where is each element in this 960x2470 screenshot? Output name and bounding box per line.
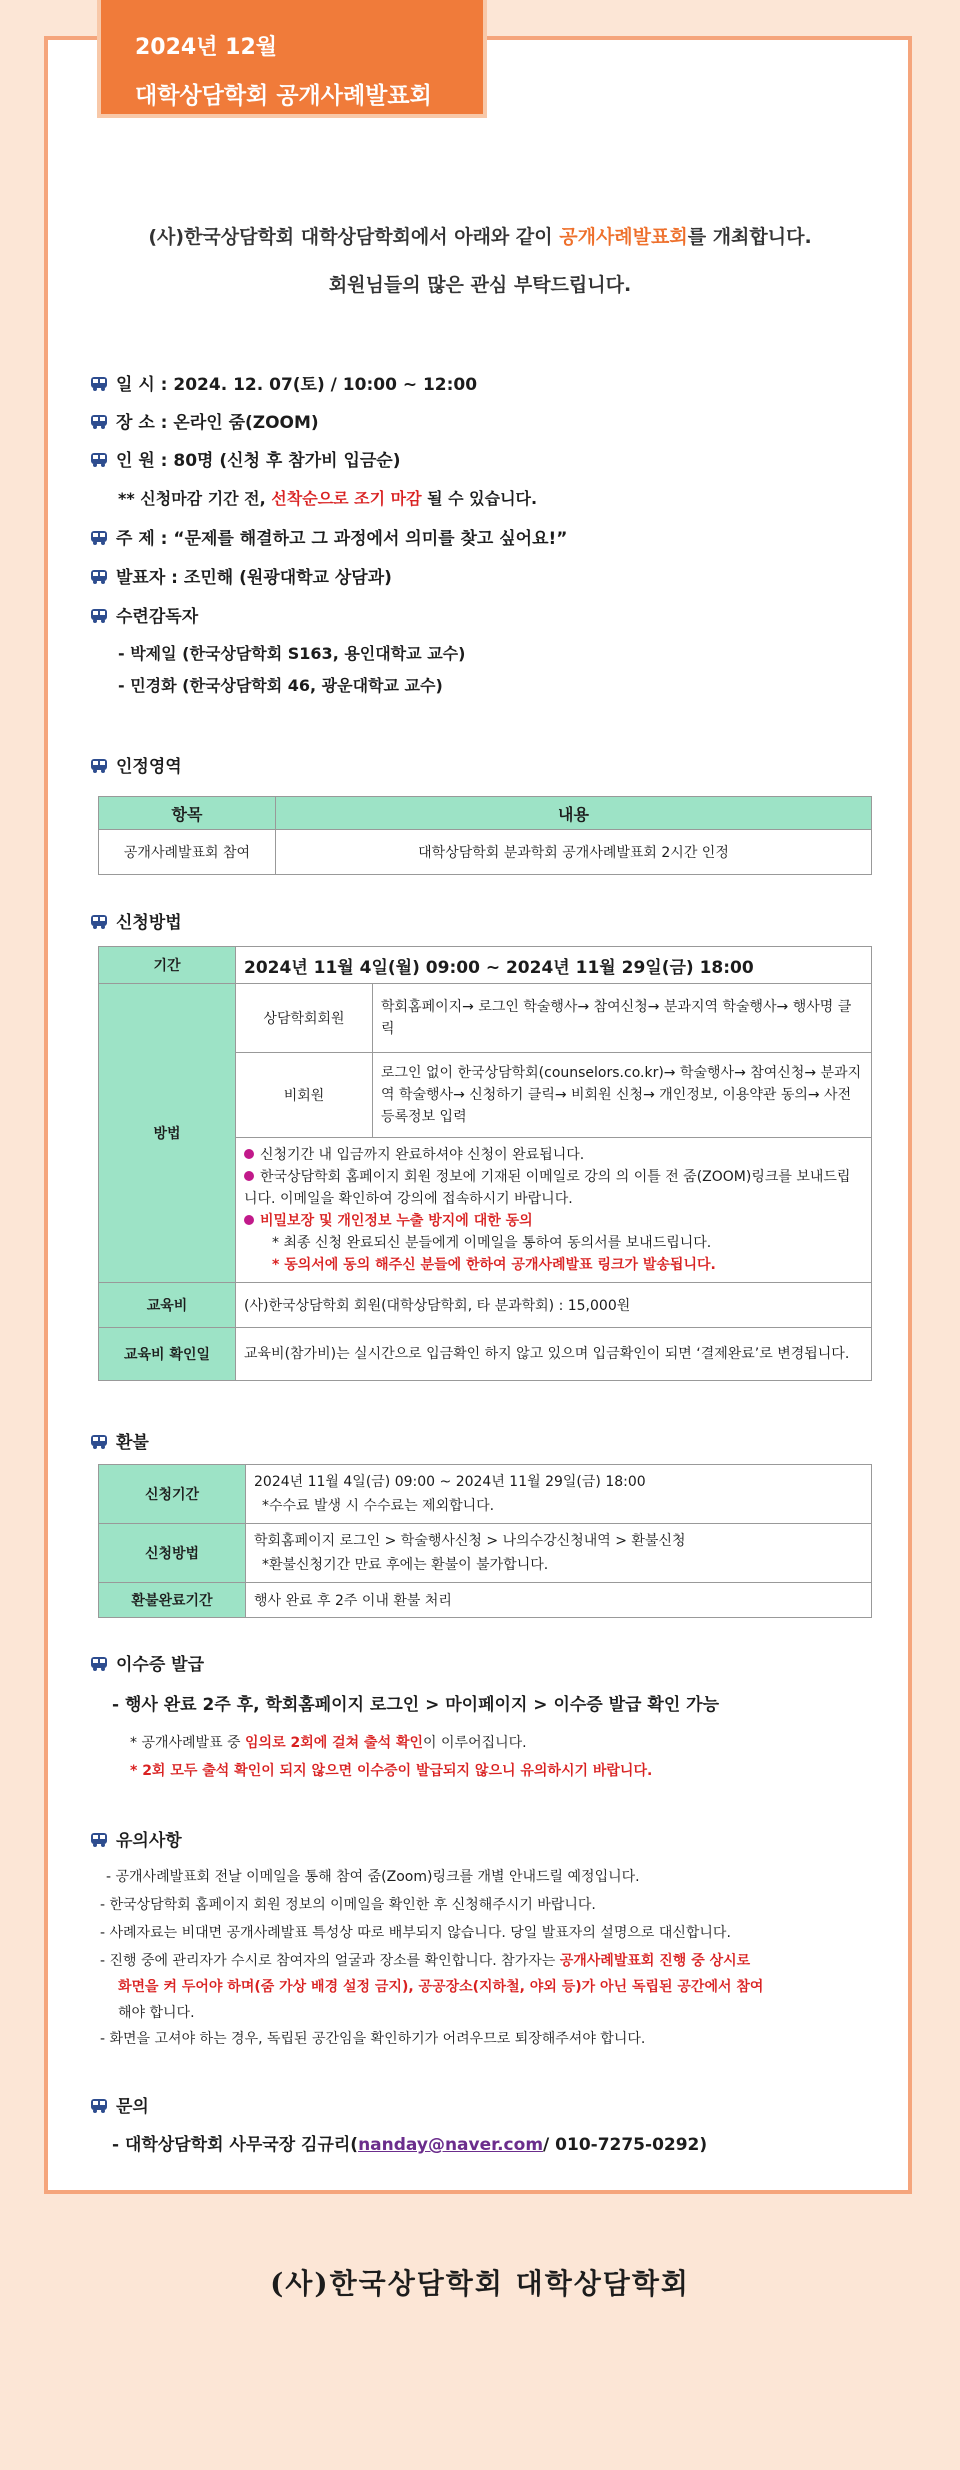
bus-icon (90, 530, 108, 546)
bus-icon (90, 569, 108, 585)
bus-icon (90, 1832, 108, 1848)
apply-notes (236, 1138, 872, 1283)
contact-email-link[interactable]: nanday@naver.com (358, 2135, 544, 2155)
header-title: 대학상담학회 공개사례발표회 (135, 83, 432, 109)
intro-line-1: (사)한국상담학회 대학상담학회에서 아래와 같이 공개사례발표회를 개최합니다. (148, 226, 812, 248)
caution-line-1: - 공개사례발표회 전날 이메일을 통해 참여 줌(Zoom)링크를 개별 안내드릴 예정입니다. (106, 1869, 640, 1885)
refund-done-value: 행사 완료 후 2주 이내 환불 처리 (246, 1583, 872, 1618)
caution-line-2: - 한국상담학회 홈페이지 회원 정보의 이메일을 확인한 후 신청해주시기 바랍니다. (100, 1897, 596, 1913)
header-date: 2024년 12월 (135, 35, 278, 60)
certificate-note-1: * 공개사례발표 중 임의로 2회에 걸쳐 출석 확인이 이루어집니다. (130, 1735, 527, 1751)
bus-icon (90, 452, 108, 468)
supervisor-2: - 민경화 (한국상담학회 46, 광운대학교 교수) (118, 676, 443, 695)
refund-method-note: *환불신청기간 만료 후에는 환불이 불가합니다. (262, 1557, 549, 1573)
refund-period-note: *수수료 발생 시 수수료는 제외합니다. (262, 1498, 495, 1514)
apply-nonmember-label: 비회원 (236, 1053, 373, 1138)
bus-icon (90, 1434, 108, 1450)
refund-done-label: 환불완료기간 (99, 1583, 246, 1618)
refund-title: 환불 (90, 1428, 149, 1453)
contact-line: - 대학상담학회 사무국장 김규리(nanday@naver.com/ 010-7275-0292) (112, 2135, 708, 2155)
info-presenter: 발표자 : 조민해 (원광대학교 상담과) (90, 563, 392, 588)
bus-icon (90, 376, 108, 392)
apply-member-label: 상담학회회원 (236, 984, 373, 1053)
footer-org-name: (사)한국상담학회 대학상담학회 (270, 2267, 690, 2300)
privacy-title: 비밀보장 및 개인정보 누출 방지에 대한 동의 (244, 1210, 863, 1232)
supervisor-1: - 박제일 (한국상담학회 S163, 용인대학교 교수) (118, 644, 466, 663)
certificate-line: - 행사 완료 2주 후, 학회홈페이지 로그인 > 마이페이지 > 이수증 발급 확인 가능 (112, 1695, 720, 1715)
refund-method-label: 신청방법 (99, 1524, 246, 1583)
privacy-note-1: * 최종 신청 완료되신 분들에게 이메일을 통하여 동의서를 보내드립니다. (272, 1235, 712, 1251)
caution-line-4: - 진행 중에 관리자가 수시로 참여자의 얼굴과 장소를 확인합니다. 참가자는 공개사례발표회 진행 중 상시로 (100, 1953, 751, 1969)
cert-header-item: 항목 (99, 797, 276, 830)
apply-table (98, 946, 872, 1381)
apply-fee-value: (사)한국상담학회 회원(대학상담학회, 타 분과학회) : 15,000원 (236, 1283, 872, 1328)
bus-icon (90, 608, 108, 624)
apply-note-2: 한국상담학회 홈페이지 회원 정보에 기재된 이메일로 강의 의 이틀 전 줌(ZOOM)링크를 보내드립니다. 이메일을 확인하여 강의에 접속하시기 바랍니다. (244, 1169, 851, 1207)
refund-period-cell (246, 1465, 872, 1524)
cert-table (98, 796, 872, 875)
apply-note-1: 신청기간 내 입금까지 완료하셔야 신청이 완료됩니다. (244, 1144, 863, 1166)
bus-icon (90, 2098, 108, 2114)
info-place: 장 소 : 온라인 줌(ZOOM) (90, 408, 319, 433)
bullet-icon (244, 1171, 254, 1181)
refund-method-cell (246, 1524, 872, 1583)
info-capacity: 인 원 : 80명 (신청 후 참가비 입금순) (90, 446, 401, 471)
cert-title: 인정영역 (90, 752, 182, 777)
apply-fee-label: 교육비 (99, 1283, 236, 1328)
cert-header-content: 내용 (276, 797, 872, 830)
refund-period-value: 2024년 11월 4일(금) 09:00 ~ 2024년 11월 29일(금) 18:00 (254, 1474, 646, 1490)
contact-title: 문의 (90, 2092, 149, 2117)
apply-period-label: 기간 (99, 947, 236, 984)
apply-confirm-label: 교육비 확인일 (99, 1328, 236, 1381)
cert-cell-content: 대학상담학회 분과학회 공개사례발표회 2시간 인정 (276, 830, 872, 875)
apply-confirm-value: 교육비(참가비)는 실시간으로 입금확인 하지 않고 있으며 입금확인이 되면 ‘결제완료’로 변경됩니다. (236, 1328, 872, 1381)
cert-cell-item: 공개사례발표회 참여 (99, 830, 276, 875)
caution-title: 유의사항 (90, 1826, 182, 1851)
header-badge (97, 0, 487, 118)
bus-icon (90, 1656, 108, 1672)
apply-title: 신청방법 (90, 908, 182, 933)
info-topic: 주 제 : “문제를 해결하고 그 과정에서 의미를 찾고 싶어요!” (90, 524, 567, 549)
apply-nonmember-value: 로그인 없이 한국상담학회(counselors.co.kr)→ 학술행사→ 참여신청→ 분과지역 학술행사→ 신청하기 클릭→ 비회원 신청→ 개인정보, 이용약관 동의→ 사전등록정보 입력 (373, 1053, 872, 1138)
bullet-icon (244, 1215, 254, 1225)
capacity-note: ** 신청마감 기간 전, 선착순으로 조기 마감 될 수 있습니다. (118, 489, 538, 508)
caution-line-3: - 사례자료는 비대면 공개사례발표 특성상 따로 배부되지 않습니다. 당일 발표자의 설명으로 대신합니다. (100, 1925, 731, 1941)
bullet-icon (244, 1149, 254, 1159)
info-date: 일 시 : 2024. 12. 07(토) / 10:00 ~ 12:00 (90, 370, 477, 395)
bus-icon (90, 414, 108, 430)
intro-line-2: 회원님들의 많은 관심 부탁드립니다. (328, 274, 632, 296)
certificate-note-2: * 2회 모두 출석 확인이 되지 않으면 이수증이 발급되지 않으니 유의하시기 바랍니다. (130, 1763, 653, 1779)
bus-icon (90, 914, 108, 930)
apply-member-value: 학회홈페이지→ 로그인 학술행사→ 참여신청→ 분과지역 학술행사→ 행사명 클릭 (373, 984, 872, 1053)
caution-line-5: - 화면을 고셔야 하는 경우, 독립된 공간임을 확인하기가 어려우므로 퇴장해주셔야 합니다. (100, 2031, 646, 2047)
apply-method-label: 방법 (99, 984, 236, 1283)
caution-line-4c: 해야 합니다. (118, 2005, 195, 2021)
refund-method-value: 학회홈페이지 로그인 > 학술행사신청 > 나의수강신청내역 > 환불신청 (254, 1533, 686, 1549)
apply-period-value: 2024년 11월 4일(월) 09:00 ~ 2024년 11월 29일(금) 18:00 (236, 947, 872, 984)
certificate-title: 이수증 발급 (90, 1650, 204, 1675)
bus-icon (90, 758, 108, 774)
refund-table (98, 1464, 872, 1618)
caution-line-4b: 화면을 켜 두어야 하며(줌 가상 배경 설정 금지), 공공장소(지하철, 야외 등)가 아닌 독립된 공간에서 참여 (118, 1979, 764, 1995)
privacy-note-2: * 동의서에 동의 해주신 분들에 한하여 공개사례발표 링크가 발송됩니다. (272, 1257, 716, 1273)
refund-period-label: 신청기간 (99, 1465, 246, 1524)
info-supervisor-title: 수련감독자 (90, 602, 198, 627)
